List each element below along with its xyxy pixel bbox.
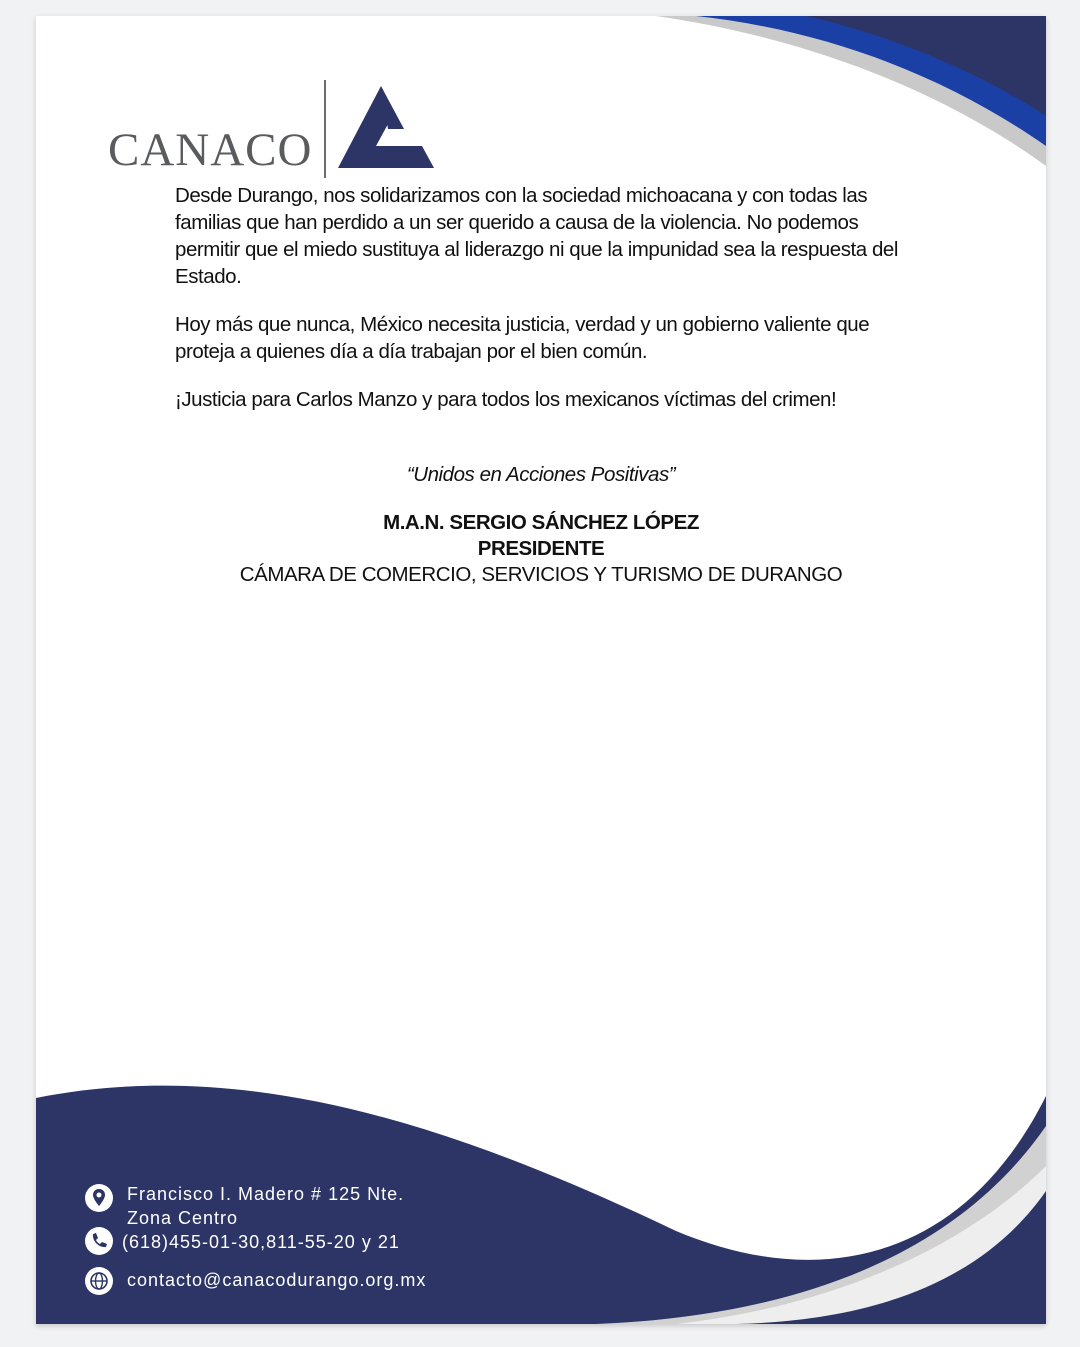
address-line-2: Zona Centro [127, 1208, 239, 1228]
canaco-logo [108, 80, 448, 190]
letter-page [36, 16, 1046, 1324]
signer-title: PRESIDENTE [477, 537, 605, 560]
logo-wordmark: CANACO [108, 124, 313, 176]
globe-icon [84, 1266, 114, 1296]
paragraph-1: Desde Durango, nos solidarizamos con la sociedad michoacana y con todas las familias que han perdido a un ser querido a causa de la violencia. No podemos permitir que el miedo sustituya al liderazgo ni que la impunidad sea la respuesta del Estado. [175, 184, 898, 288]
organization-name: CÁMARA DE COMERCIO, SERVICIOS Y TURISMO DE DURANGO [239, 563, 843, 586]
motto: “Unidos en Acciones Positivas” [406, 463, 676, 486]
logo-divider [324, 80, 326, 178]
letter-body [175, 182, 915, 434]
address-line-1: Francisco I. Madero # 125 Nte. [127, 1184, 405, 1204]
paragraph-2: Hoy más que nunca, México necesita justicia, verdad y un gobierno valiente que proteja a quienes día a día trabajan por el bien común. [175, 313, 870, 363]
logo-triangle-icon [336, 84, 436, 174]
signature-block [175, 461, 907, 588]
phone-numbers: (618)455-01-30,811-55-20 y 21 [122, 1232, 400, 1252]
phone-icon [84, 1226, 114, 1256]
paragraph-3: ¡Justicia para Carlos Manzo y para todos los mexicanos víctimas del crimen! [175, 388, 837, 411]
signature [175, 510, 907, 588]
signer-name: M.A.N. SERGIO SÁNCHEZ LÓPEZ [383, 511, 699, 534]
email-link[interactable]: contacto@canacodurango.org.mx [127, 1270, 427, 1290]
location-pin-icon [84, 1183, 114, 1213]
